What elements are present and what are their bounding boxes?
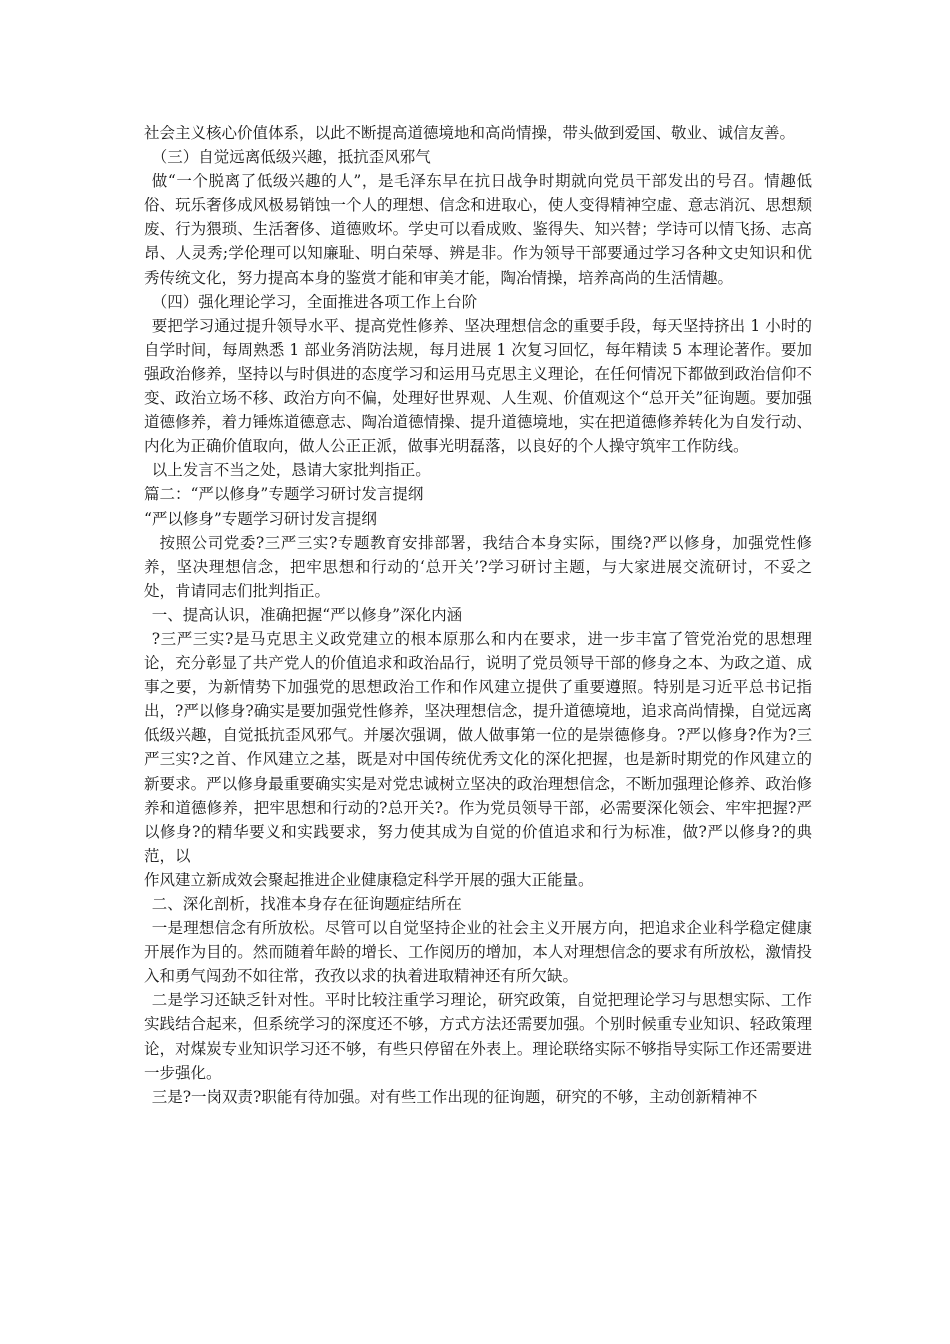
article-title: 篇二：“严以修身”专题学习研讨发言提纲 [144,485,424,504]
paragraph-3: 做“一个脱离了低级兴趣的人”，是毛泽东早在抗日战争时期就向党员干部发出的号召。情趣低俗、玩乐奢侈成风极易销蚀一个人的理想、信念和进取心，使人变得精神空虚、意志消沉、思想颓废、行为猥琐、生活奢侈、道德败坏。学史可以看成败、鉴得失、知兴替；学诗可以情飞扬、志高昂、人灵秀;学伦理可以知廉耻、明白荣辱、辨是非。作为领导干部要通过学习各种文史知识和优秀传统文化，努力提高本身的鉴赏才能和审美才能，陶冶情操，培养高尚的生活情趣。 [144,172,812,287]
heading-section-4: （四）强化理论学习，全面推进各项工作上台阶 [151,292,478,311]
heading-section-3: （三）自觉远离低级兴趣，抵抗歪风邪气 [151,148,431,167]
paragraph-9: 按照公司党委?三严三实?专题教育安排部署，我结合本身实际，围绕?严以修身，加强党性修养，坚决理想信念，把牢思想和行动的‘总开关’?学习研讨主题，与大家进展交流研讨，不妥之处，肯请同志们批判指正。 [144,533,812,600]
paragraph-15: 二是学习还缺乏针对性。平时比较注重学习理论，研究政策，自觉把理论学习与思想实际、工作实践结合起来，但系统学习的深度还不够，方式方法还需要加强。个别时候重专业知识、轻政策理论，对煤炭专业知识学习还不够，有些只停留在外表上。理论联络实际不够指导实际工作还需要进一步强化。 [144,991,812,1082]
paragraph-6: 以上发言不当之处，恳请大家批判指正。 [151,461,431,480]
paragraph-1: 社会主义核心价值体系，以此不断提高道德境地和高尚情操，带头做到爱国、敬业、诚信友善。 [144,124,796,142]
paragraph-14: 一是理想信念有所放松。尽管可以自觉坚持企业的社会主义开展方向，把追求企业科学稳定健康开展作为目的。然而随着年龄的增长、工作阅历的增加，本人对理想信念的要求有所放松，激情投入和勇气闯劲不如往常，孜孜以求的执着进取精神还有所欠缺。 [144,919,812,986]
document-page [144,121,812,1109]
article-subtitle: “严以修身”专题学习研讨发言提纲 [144,509,377,528]
paragraph-5: 要把学习通过提升领导水平、提高党性修养、坚决理想信念的重要手段，每天坚持挤出 1 小时的自学时间，每周熟悉 1 部业务消防法规，每月进展 1 次复习回忆，每年精读 5 本理论著作。要加强政治修养，坚持以与时俱进的态度学习和运用马克思主义理论，在任何情况下都做到政治信仰不变、政治立场不移、政治方向不偏，处理好世界观、人生观、价值观这个“总开关”征询题。要加强道德修养，着力锤炼道德意志、陶冶道德情操、提升道德境地，实在把道德修养转化为自发行动、内化为正确价值取向，做人公正正派，做事光明磊落，以良好的个人操守筑牢工作防线。 [144,316,812,456]
paragraph-12: 作风建立新成效会聚起推进企业健康稳定科学开展的强大正能量。 [144,870,594,889]
paragraph-11: ?三严三实?是马克思主义政党建立的根本原那么和内在要求，进一步丰富了管党治党的思想理论，充分彰显了共产党人的价值追求和政治品行，说明了党员领导干部的修身之本、为政之道、成事之要，为新情势下加强党的思想政治工作和作风建立提供了重要遵照。特别是习近平总书记指出，?严以修身?确实是要加强党性修养，坚决理想信念，提升道德境地，追求高尚情操，自觉远离低级兴趣，自觉抵抗歪风邪气。并屡次强调，做人做事第一位的是崇德修身。?严以修身?作为?三严三实?之首、作风建立之基，既是对中国传统优秀文化的深化把握，也是新时期党的作风建立的新要求。严以修身最重要确实实是对党忠诚树立坚决的政治理想信念，不断加强理论修养、政治修养和道德修养，把牢思想和行动的?总开关?。作为党员领导干部，必需要深化领会、牢牢把握?严以修身?的精华要义和实践要求，努力使其成为自觉的价值追求和行为标准，做?严以修身?的典范，以 [144,629,812,865]
heading-part-2: 二、深化剖析，找准本身存在征询题症结所在 [151,895,462,913]
heading-part-1: 一、提高认识，准确把握“严以修身”深化内涵 [151,605,463,624]
paragraph-16: 三是?一岗双责?职能有待加强。对有些工作出现的征询题，研究的不够，主动创新精神不 [151,1087,758,1106]
